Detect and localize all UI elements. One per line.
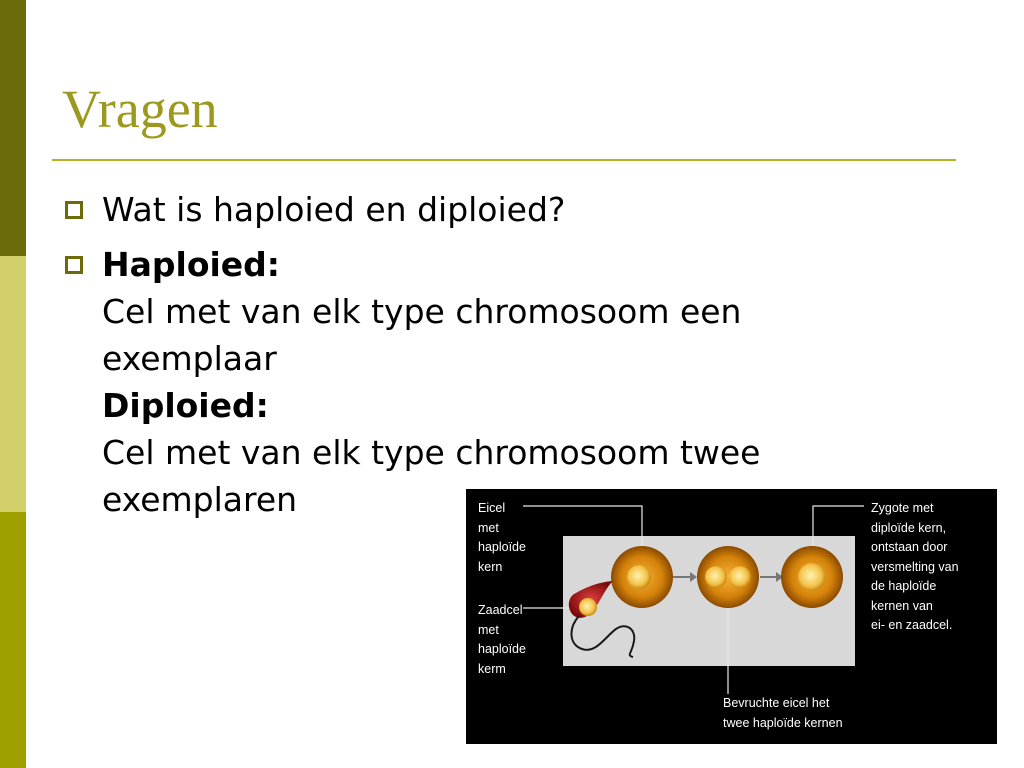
square-bullet-icon <box>65 256 83 274</box>
fertilization-diagram <box>466 489 997 744</box>
fertilized-egg-icon <box>697 546 759 608</box>
label-zygote: Zygote met diploïde kern, ontstaan door versmelting van de haploïde kernen van ei- en zaadcel. <box>871 501 959 632</box>
side-stripe-middle <box>0 256 26 512</box>
haploid-definition-line-1: Cel met van elk type chromosoom een <box>102 292 742 331</box>
bullet-question <box>62 186 962 233</box>
label-eicel: Eicel met haploïde kern <box>478 501 526 574</box>
slide-title: Vragen <box>62 79 218 139</box>
arrow-icon-1 <box>672 572 697 582</box>
label-bevruchte-eicel: Bevruchte eicel het twee haploïde kernen <box>723 696 843 730</box>
haploid-definition-line-2: exemplaar <box>102 339 277 378</box>
egg-cell-icon <box>611 546 673 608</box>
connector-line-eicel <box>523 506 642 547</box>
side-stripe-bottom <box>0 512 26 768</box>
connector-line-zygote <box>813 506 864 547</box>
arrow-icon-2 <box>760 572 783 582</box>
bullet-list <box>62 186 962 531</box>
bullet-definitions <box>62 241 962 523</box>
title-divider <box>52 159 956 161</box>
zygote-icon <box>781 546 843 608</box>
diploid-definition-line-2: exemplaren <box>102 480 298 519</box>
label-zaadcel: Zaadcel met haploïde kerm <box>478 603 526 676</box>
diploid-heading: Diploied: <box>102 386 269 425</box>
bullet-text: Wat is haploied en diploied? <box>102 190 566 229</box>
square-bullet-icon <box>65 201 83 219</box>
diploid-definition-line-1: Cel met van elk type chromosoom twee <box>102 433 761 472</box>
haploid-heading: Haploied: <box>102 245 281 284</box>
side-stripe-top <box>0 0 26 256</box>
